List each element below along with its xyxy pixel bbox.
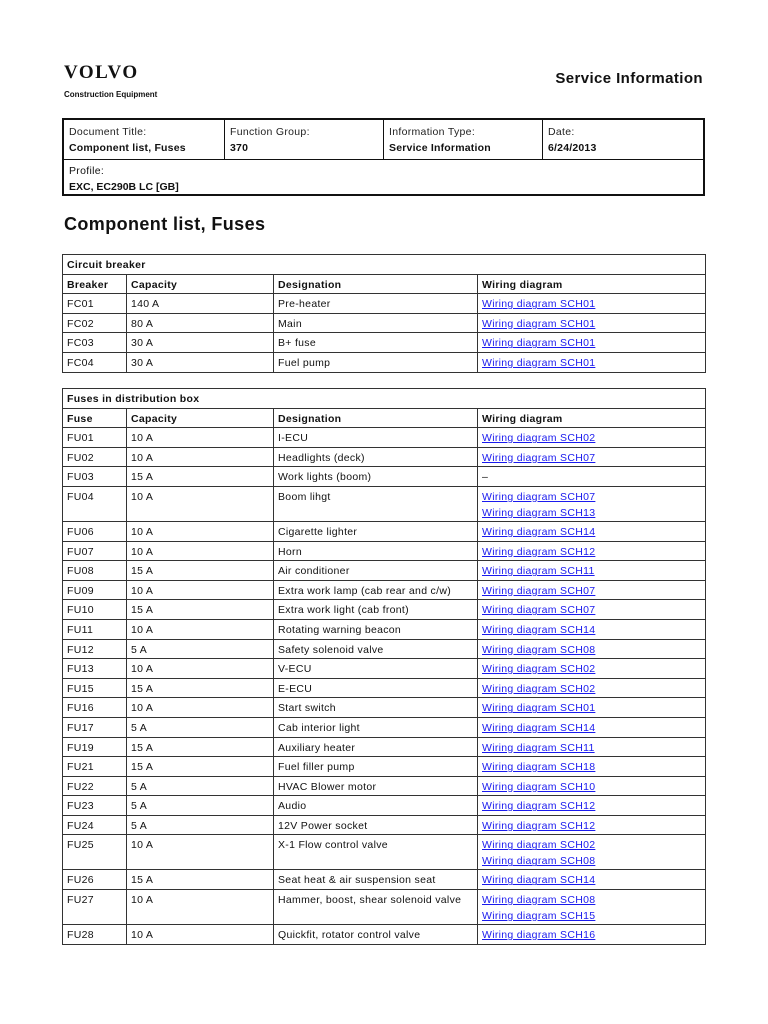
- row-designation: Extra work light (cab front): [274, 600, 478, 620]
- row-designation: Horn: [274, 541, 478, 561]
- row-designation: Boom lihgt: [274, 486, 478, 521]
- wiring-diagram-link[interactable]: Wiring diagram SCH01: [482, 337, 596, 350]
- table-row: [63, 619, 706, 639]
- row-capacity: 30 A: [127, 352, 274, 372]
- row-designation: Fuel filler pump: [274, 757, 478, 777]
- info-type-label: Information Type:: [389, 126, 476, 138]
- table-row: [63, 717, 706, 737]
- wiring-diagram-link[interactable]: Wiring diagram SCH02: [482, 839, 596, 852]
- table-row: [63, 561, 706, 581]
- table-row: [63, 294, 706, 314]
- row-id: FU01: [63, 428, 127, 448]
- row-designation: Hammer, boost, shear solenoid valve: [274, 890, 478, 925]
- row-id: FU12: [63, 639, 127, 659]
- row-designation: Auxiliary heater: [274, 737, 478, 757]
- brand-wordmark: VOLVO: [64, 62, 139, 83]
- table-row: [63, 447, 706, 467]
- table-row: [63, 757, 706, 777]
- circuit-breaker-table: [62, 254, 706, 373]
- row-id: FU08: [63, 561, 127, 581]
- row-capacity: 10 A: [127, 619, 274, 639]
- row-id: FU06: [63, 521, 127, 541]
- row-id: FU10: [63, 600, 127, 620]
- table-row: [63, 313, 706, 333]
- table-row: [63, 870, 706, 890]
- row-wiring-diagram: [478, 294, 706, 314]
- function-group-cell: [225, 120, 384, 159]
- no-diagram-dash: –: [482, 471, 489, 484]
- table-row: [63, 352, 706, 372]
- row-wiring-diagram: [478, 333, 706, 353]
- fuse-table-caption-row: [63, 389, 706, 409]
- row-wiring-diagram: [478, 717, 706, 737]
- row-id: FC01: [63, 294, 127, 314]
- row-designation: Rotating warning beacon: [274, 619, 478, 639]
- row-wiring-diagram: [478, 870, 706, 890]
- wiring-diagram-link[interactable]: Wiring diagram SCH07: [482, 451, 596, 464]
- row-capacity: 10 A: [127, 890, 274, 925]
- table-row: [63, 776, 706, 796]
- row-id: FC03: [63, 333, 127, 353]
- row-id: FU17: [63, 717, 127, 737]
- row-wiring-diagram: [478, 619, 706, 639]
- row-wiring-diagram: [478, 757, 706, 777]
- row-capacity: 10 A: [127, 835, 274, 870]
- row-capacity: 10 A: [127, 428, 274, 448]
- row-designation: Work lights (boom): [274, 467, 478, 487]
- breaker-table-column-header: Wiring diagram: [478, 274, 706, 294]
- row-capacity: 10 A: [127, 447, 274, 467]
- volvo-logo: [64, 64, 157, 99]
- row-wiring-diagram: [478, 580, 706, 600]
- row-id: FU26: [63, 870, 127, 890]
- row-designation: 12V Power socket: [274, 815, 478, 835]
- row-id: FU24: [63, 815, 127, 835]
- doc-title-value: Component list, Fuses: [69, 142, 186, 154]
- brand-subtitle: Construction Equipment: [64, 90, 158, 99]
- row-designation: Main: [274, 313, 478, 333]
- fuse-table: [62, 388, 706, 945]
- wiring-diagram-link[interactable]: Wiring diagram SCH14: [482, 721, 596, 734]
- table-row: [63, 890, 706, 925]
- row-capacity: 15 A: [127, 870, 274, 890]
- wiring-diagram-link[interactable]: Wiring diagram SCH02: [482, 682, 596, 695]
- doc-title-cell: [64, 120, 225, 159]
- row-id: FU11: [63, 619, 127, 639]
- wiring-diagram-link[interactable]: Wiring diagram SCH01: [482, 702, 596, 715]
- row-wiring-diagram: [478, 639, 706, 659]
- row-designation: HVAC Blower motor: [274, 776, 478, 796]
- row-capacity: 15 A: [127, 467, 274, 487]
- breaker-table-column-header: Capacity: [127, 274, 274, 294]
- row-designation: E-ECU: [274, 678, 478, 698]
- row-id: FU28: [63, 925, 127, 945]
- table-row: [63, 815, 706, 835]
- wiring-diagram-link[interactable]: Wiring diagram SCH11: [482, 565, 595, 578]
- row-designation: Safety solenoid valve: [274, 639, 478, 659]
- row-wiring-diagram: [478, 600, 706, 620]
- wiring-diagram-link[interactable]: Wiring diagram SCH08: [482, 855, 596, 868]
- function-group-label: Function Group:: [230, 126, 310, 138]
- row-id: FU21: [63, 757, 127, 777]
- row-wiring-diagram: [478, 776, 706, 796]
- row-id: FU03: [63, 467, 127, 487]
- document-kind: Service Information: [555, 70, 703, 87]
- row-designation: Pre-heater: [274, 294, 478, 314]
- profile-value: EXC, EC290B LC [GB]: [69, 181, 179, 193]
- table-row: [63, 428, 706, 448]
- row-designation: Headlights (deck): [274, 447, 478, 467]
- wiring-diagram-link[interactable]: Wiring diagram SCH07: [482, 490, 596, 503]
- table-row: [63, 333, 706, 353]
- wiring-diagram-link[interactable]: Wiring diagram SCH12: [482, 545, 596, 558]
- date-label: Date:: [548, 126, 575, 138]
- wiring-diagram-link[interactable]: Wiring diagram SCH12: [482, 800, 596, 813]
- row-capacity: 10 A: [127, 659, 274, 679]
- wiring-diagram-link[interactable]: Wiring diagram SCH08: [482, 894, 596, 907]
- wiring-diagram-link[interactable]: Wiring diagram SCH01: [482, 317, 596, 330]
- wiring-diagram-link[interactable]: Wiring diagram SCH01: [482, 298, 596, 311]
- row-wiring-diagram: [478, 925, 706, 945]
- row-wiring-diagram: [478, 352, 706, 372]
- row-capacity: 10 A: [127, 541, 274, 561]
- breaker-table-column-header: Designation: [274, 274, 478, 294]
- wiring-diagram-link[interactable]: Wiring diagram SCH14: [482, 874, 596, 887]
- row-wiring-diagram: [478, 313, 706, 333]
- wiring-diagram-link[interactable]: Wiring diagram SCH15: [482, 910, 596, 923]
- wiring-diagram-link[interactable]: Wiring diagram SCH01: [482, 356, 596, 369]
- row-designation: Air conditioner: [274, 561, 478, 581]
- table-row: [63, 737, 706, 757]
- wiring-diagram-link[interactable]: Wiring diagram SCH13: [482, 506, 596, 519]
- wiring-diagram-link[interactable]: Wiring diagram SCH11: [482, 741, 595, 754]
- wiring-diagram-link[interactable]: Wiring diagram SCH08: [482, 643, 596, 656]
- breaker-table-caption-row: [63, 255, 706, 275]
- row-wiring-diagram: [478, 486, 706, 521]
- row-wiring-diagram: [478, 428, 706, 448]
- row-capacity: 5 A: [127, 717, 274, 737]
- row-wiring-diagram: [478, 447, 706, 467]
- row-designation: Fuel pump: [274, 352, 478, 372]
- row-designation: Quickfit, rotator control valve: [274, 925, 478, 945]
- fuse-table-header-row: [63, 408, 706, 428]
- wiring-diagram-link[interactable]: Wiring diagram SCH16: [482, 929, 596, 942]
- fuse-table-column-header: Wiring diagram: [478, 408, 706, 428]
- table-row: [63, 639, 706, 659]
- row-designation: Cab interior light: [274, 717, 478, 737]
- row-capacity: 10 A: [127, 698, 274, 718]
- row-id: FC04: [63, 352, 127, 372]
- fuse-table-column-header: Capacity: [127, 408, 274, 428]
- row-id: FC02: [63, 313, 127, 333]
- table-row: [63, 835, 706, 870]
- row-wiring-diagram: [478, 467, 706, 487]
- row-capacity: 10 A: [127, 486, 274, 521]
- table-row: [63, 521, 706, 541]
- row-capacity: 5 A: [127, 796, 274, 816]
- row-id: FU16: [63, 698, 127, 718]
- row-wiring-diagram: [478, 815, 706, 835]
- row-designation: Start switch: [274, 698, 478, 718]
- row-id: FU13: [63, 659, 127, 679]
- row-capacity: 80 A: [127, 313, 274, 333]
- row-id: FU23: [63, 796, 127, 816]
- breaker-table-header-row: [63, 274, 706, 294]
- row-wiring-diagram: [478, 659, 706, 679]
- row-wiring-diagram: [478, 541, 706, 561]
- row-capacity: 10 A: [127, 925, 274, 945]
- row-designation: Extra work lamp (cab rear and c/w): [274, 580, 478, 600]
- page-title: Component list, Fuses: [64, 214, 266, 234]
- profile-cell: [64, 160, 703, 198]
- row-capacity: 15 A: [127, 600, 274, 620]
- row-capacity: 15 A: [127, 737, 274, 757]
- row-capacity: 15 A: [127, 561, 274, 581]
- row-wiring-diagram: [478, 561, 706, 581]
- table-row: [63, 467, 706, 487]
- profile-label: Profile:: [69, 165, 105, 177]
- row-capacity: 5 A: [127, 776, 274, 796]
- fuse-table-column-header: Designation: [274, 408, 478, 428]
- row-wiring-diagram: [478, 890, 706, 925]
- row-wiring-diagram: [478, 737, 706, 757]
- info-type-cell: [384, 120, 543, 159]
- row-id: FU07: [63, 541, 127, 561]
- row-wiring-diagram: [478, 796, 706, 816]
- function-group-value: 370: [230, 142, 249, 154]
- row-capacity: 10 A: [127, 521, 274, 541]
- row-designation: I-ECU: [274, 428, 478, 448]
- wiring-diagram-link[interactable]: Wiring diagram SCH02: [482, 663, 596, 676]
- table-row: [63, 541, 706, 561]
- row-capacity: 15 A: [127, 757, 274, 777]
- table-row: [63, 925, 706, 945]
- table-row: [63, 796, 706, 816]
- breaker-table-column-header: Breaker: [63, 274, 127, 294]
- row-designation: Seat heat & air suspension seat: [274, 870, 478, 890]
- row-id: FU22: [63, 776, 127, 796]
- row-designation: B+ fuse: [274, 333, 478, 353]
- row-designation: Cigarette lighter: [274, 521, 478, 541]
- row-id: FU02: [63, 447, 127, 467]
- table-row: [63, 600, 706, 620]
- document-info-box: [62, 118, 705, 196]
- table-row: [63, 698, 706, 718]
- doc-title-label: Document Title:: [69, 126, 147, 138]
- table-row: [63, 580, 706, 600]
- table-row: [63, 659, 706, 679]
- row-id: FU19: [63, 737, 127, 757]
- wiring-diagram-link[interactable]: Wiring diagram SCH10: [482, 780, 596, 793]
- wiring-diagram-link[interactable]: Wiring diagram SCH14: [482, 623, 596, 636]
- row-capacity: 30 A: [127, 333, 274, 353]
- date-cell: [543, 120, 703, 159]
- row-id: FU25: [63, 835, 127, 870]
- row-id: FU15: [63, 678, 127, 698]
- row-wiring-diagram: [478, 678, 706, 698]
- row-capacity: 5 A: [127, 639, 274, 659]
- row-designation: X-1 Flow control valve: [274, 835, 478, 870]
- table-row: [63, 486, 706, 521]
- row-id: FU27: [63, 890, 127, 925]
- row-designation: V-ECU: [274, 659, 478, 679]
- fuse-table-caption: Fuses in distribution box: [63, 389, 706, 409]
- row-id: FU04: [63, 486, 127, 521]
- wiring-diagram-link[interactable]: Wiring diagram SCH02: [482, 432, 596, 445]
- breaker-table-caption: Circuit breaker: [63, 255, 706, 275]
- row-designation: Audio: [274, 796, 478, 816]
- row-capacity: 15 A: [127, 678, 274, 698]
- row-id: FU09: [63, 580, 127, 600]
- wiring-diagram-link[interactable]: Wiring diagram SCH07: [482, 604, 596, 617]
- row-wiring-diagram: [478, 835, 706, 870]
- wiring-diagram-link[interactable]: Wiring diagram SCH18: [482, 761, 596, 774]
- row-capacity: 10 A: [127, 580, 274, 600]
- row-wiring-diagram: [478, 521, 706, 541]
- wiring-diagram-link[interactable]: Wiring diagram SCH12: [482, 819, 596, 832]
- info-type-value: Service Information: [389, 142, 491, 154]
- fuse-table-column-header: Fuse: [63, 408, 127, 428]
- row-capacity: 5 A: [127, 815, 274, 835]
- row-wiring-diagram: [478, 698, 706, 718]
- date-value: 6/24/2013: [548, 142, 597, 154]
- row-capacity: 140 A: [127, 294, 274, 314]
- table-row: [63, 678, 706, 698]
- wiring-diagram-link[interactable]: Wiring diagram SCH07: [482, 584, 596, 597]
- wiring-diagram-link[interactable]: Wiring diagram SCH14: [482, 525, 596, 538]
